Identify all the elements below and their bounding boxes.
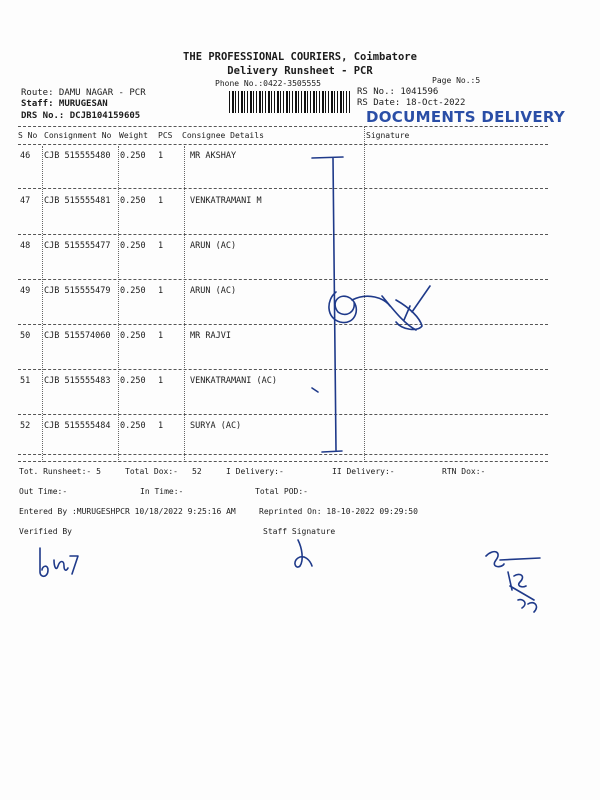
total-pod: Total POD:- <box>255 487 308 496</box>
staff-signature-label: Staff Signature <box>263 527 336 536</box>
ii-delivery: II Delivery:- <box>332 467 395 476</box>
verifier-initials: bN7 <box>36 572 38 573</box>
row-weight: 0.250 <box>120 331 146 341</box>
row-consignment: CJB 515555479 <box>44 286 111 296</box>
out-time: Out Time:- <box>19 487 68 496</box>
documents-delivery-stamp: DOCUMENTS DELIVERY <box>366 108 566 126</box>
total-dox-value: 52 <box>192 467 202 476</box>
reprinted-on: Reprinted On: 18-10-2022 09:29:50 <box>259 507 418 516</box>
row-pcs: 1 <box>158 421 164 431</box>
tick-mark <box>312 388 318 392</box>
row-pcs: 1 <box>158 331 164 341</box>
row-consignment: CJB 515574060 <box>44 331 111 341</box>
tot-runsheet: Tot. Runsheet:- 5 <box>19 467 101 476</box>
phone-number: Phone No.:0422-3505555 <box>215 79 321 88</box>
col-consignee: Consignee Details <box>182 131 264 140</box>
row-consignee: VENKATRAMANI M <box>190 196 262 206</box>
row-sno: 50 <box>20 331 31 341</box>
tally-ink <box>486 552 540 612</box>
row-consignee: VENKATRAMANI (AC) <box>190 376 277 386</box>
tally-bottom: 65 <box>520 610 522 611</box>
row-sno: 48 <box>20 241 31 251</box>
col-signature: Signature <box>366 131 410 140</box>
col-sno: S No <box>18 131 38 140</box>
col-pcs: PCS <box>158 131 173 140</box>
row-consignment: CJB 515555480 <box>44 151 111 161</box>
row-sno: 46 <box>20 151 31 161</box>
total-dox-label: Total Dox:- <box>125 467 178 476</box>
drs-number: DRS No.: DCJB104159605 <box>21 111 141 121</box>
row-sno: 52 <box>20 421 31 431</box>
row-pcs: 1 <box>158 196 164 206</box>
rs-date: RS Date: 18-Oct-2022 <box>357 98 466 108</box>
row-pcs: 1 <box>158 286 164 296</box>
i-delivery: I Delivery:- <box>226 467 284 476</box>
row-consignment: CJB 515555484 <box>44 421 111 431</box>
row-consignment: CJB 515555477 <box>44 241 111 251</box>
verifier-initials-ink <box>40 548 78 576</box>
col-consignment: Consignment No <box>44 131 112 140</box>
verified-by: Verified By <box>19 527 72 536</box>
tally-top: 52 <box>490 566 492 567</box>
row-consignee: ARUN (AC) <box>190 286 237 296</box>
entered-by: Entered By :MURUGESHPCR 10/18/2022 9:25:16 AM <box>19 507 236 516</box>
row-consignment: CJB 515555483 <box>44 376 111 386</box>
row-pcs: 1 <box>158 376 164 386</box>
row-sno: 47 <box>20 196 31 206</box>
row-pcs: 1 <box>158 151 164 161</box>
row-pcs: 1 <box>158 241 164 251</box>
tally-mid: 13 <box>510 586 512 587</box>
company-name: THE PROFESSIONAL COURIERS, Coimbatore <box>183 51 417 63</box>
page-number: Page No.:5 <box>432 76 481 85</box>
row-weight: 0.250 <box>120 286 146 296</box>
rtn-dox: RTN Dox:- <box>442 467 486 476</box>
row-weight: 0.250 <box>120 151 146 161</box>
row-sno: 51 <box>20 376 31 386</box>
row-weight: 0.250 <box>120 376 146 386</box>
route: Route: DAMU NAGAR - PCR <box>21 88 146 98</box>
bracket-stroke <box>312 157 343 452</box>
row-consignee: MR AKSHAY <box>190 151 237 161</box>
signature-scribble <box>329 286 430 330</box>
staff-signature-ink <box>295 540 312 567</box>
col-weight: Weight <box>119 131 148 140</box>
row-weight: 0.250 <box>120 421 146 431</box>
rs-number: RS No.: 1041596 <box>357 87 439 97</box>
row-weight: 0.250 <box>120 196 146 206</box>
staff-name: Staff: MURUGESAN <box>21 99 108 109</box>
row-consignee: MR RAJVI <box>190 331 231 341</box>
row-sno: 49 <box>20 286 31 296</box>
row-weight: 0.250 <box>120 241 146 251</box>
row-consignee: ARUN (AC) <box>190 241 237 251</box>
runsheet-title: Delivery Runsheet - PCR <box>227 65 373 77</box>
row-consignee: SURYA (AC) <box>190 421 242 431</box>
in-time: In Time:- <box>140 487 184 496</box>
row-consignment: CJB 515555481 <box>44 196 111 206</box>
